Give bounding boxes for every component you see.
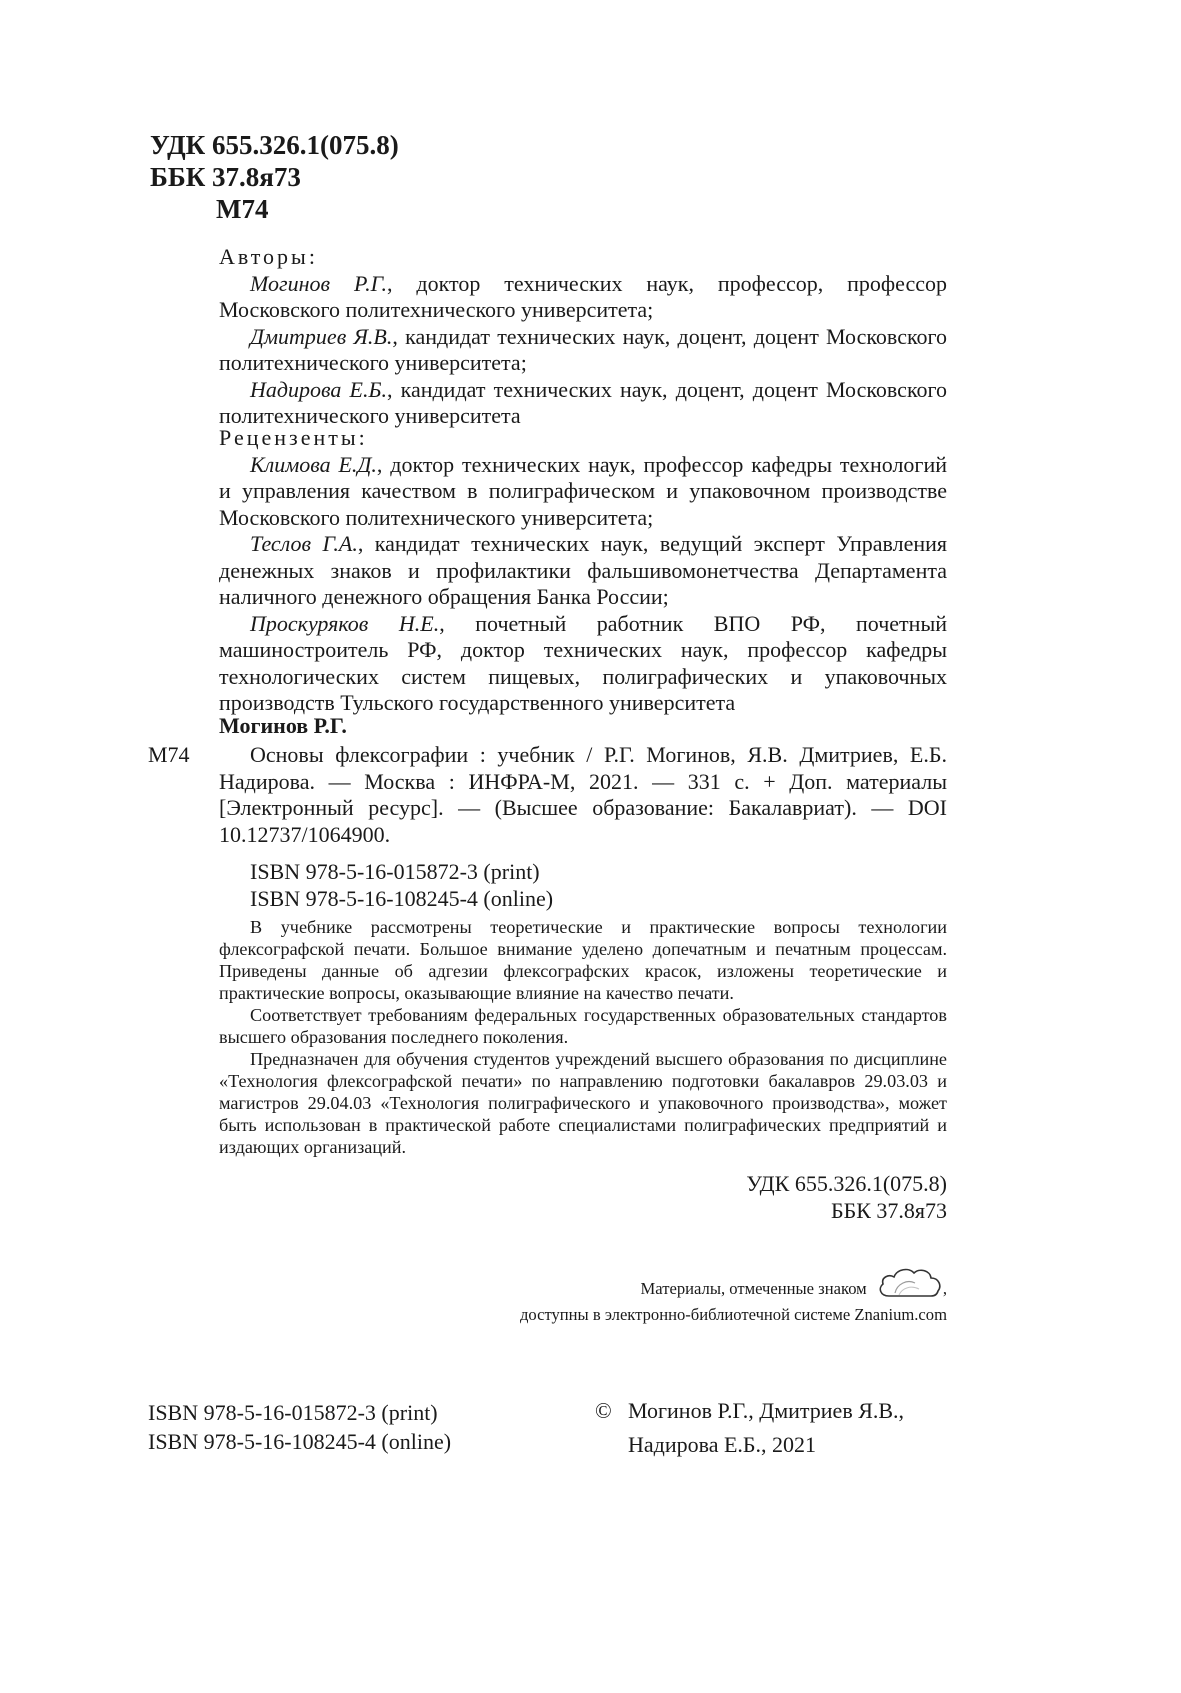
copyright-block <box>628 1394 904 1462</box>
reviewer-entry <box>219 531 947 611</box>
annotation-paragraph: Предназначен для обучения студентов учреждений высшего образования по дисциплине «Технология флексографской печати» по направлению подготовки бакалавров 29.03.03 и магистров 29.04.03 «Технология полиграфического и упаковочного производства», может быть использован в практической работе специалистами полиграфических предприятий и издающих организаций. <box>219 1049 947 1157</box>
main-author: Могинов Р.Г. <box>219 713 347 738</box>
znanium-note-text: Материалы, отмеченные знаком <box>640 1279 867 1298</box>
isbn-print: ISBN 978-5-16-015872-3 (print) <box>250 859 540 884</box>
author-name: Могинов Р.Г. <box>250 270 388 296</box>
footer-isbn <box>148 1398 451 1456</box>
isbn-online: ISBN 978-5-16-108245-4 (online) <box>250 886 554 911</box>
udk-code: УДК 655.326.1(075.8) <box>150 130 399 160</box>
reviewer-entry <box>219 611 947 717</box>
znanium-note-line2: доступны в электронно-библиотечной системе Znanium.com <box>519 1305 947 1324</box>
bib-description: Основы флексографии : учебник / Р.Г. Могинов, Я.В. Дмитриев, Е.Б. Надирова. — Москва : ИНФРА-М, 2021. — 331 с. + Доп. материалы [Электронный ресурс]. — (Высшее образование: Бакалавриат). — DOI 10.12737/1064900. <box>219 742 947 847</box>
reviewer-details: , доктор технических наук, профессор кафедры технологий и управления качеством в полиграфическом и упаковочном производстве Московского политехнического университета; <box>219 451 947 530</box>
author-mark: М74 <box>216 194 269 224</box>
author-details: , доктор технических наук, профессор, профессор Московского политехнического университета; <box>219 270 947 322</box>
copyright-line2: Надирова Е.Б., 2021 <box>628 1432 817 1457</box>
reviewer-details: , почетный работник ВПО РФ, почетный машиностроитель РФ, доктор технических наук, профессор кафедры технологических систем пищевых, полиграфических и упаковочных производств Тульского государственного университета <box>219 610 947 715</box>
bib-mark: М74 <box>148 742 190 767</box>
authors-title: Авторы: <box>219 244 318 269</box>
reviewer-details: , кандидат технических наук, ведущий эксперт Управления денежных знаков и профилактики фальшивомонетчества Департамента наличного денежного обращения Банка России; <box>219 531 948 609</box>
reviewer-name: Климова Е.Д. <box>250 451 377 477</box>
author-entry <box>219 377 947 430</box>
footer-isbn-online: ISBN 978-5-16-108245-4 (online) <box>148 1429 452 1454</box>
annotation-paragraph: В учебнике рассмотрены теоретические и практические вопросы технологии флексографской печати. Большое внимание уделено допечатным и печатным процессам. Приведены данные об адгезии флексографских красок, изложены теоретические и практические вопросы, оказывающие влияние на качество печати. <box>219 917 947 1003</box>
author-details: , кандидат технических наук, доцент, доцент Московского политехнического университета <box>219 376 947 428</box>
footer-isbn-print: ISBN 978-5-16-015872-3 (print) <box>148 1400 438 1425</box>
reviewer-name: Теслов Г.А. <box>250 531 358 556</box>
copyright-line1: Могинов Р.Г., Дмитриев Я.В., <box>628 1398 905 1423</box>
reviewers-section <box>219 425 947 717</box>
udk-code-right: УДК 655.326.1(075.8) <box>746 1171 947 1196</box>
cloud-icon <box>877 1266 943 1300</box>
author-name: Надирова Е.Б. <box>250 376 387 402</box>
authors-section <box>219 244 947 430</box>
reviewer-name: Проскуряков Н.Е. <box>250 610 440 636</box>
isbn-block <box>250 858 553 912</box>
reviewers-title: Рецензенты: <box>219 425 368 450</box>
znanium-note-comma: , <box>942 1279 947 1298</box>
bbk-code-right: ББК 37.8я73 <box>830 1198 947 1223</box>
znanium-note-line1 <box>420 1266 947 1302</box>
author-name: Дмитриев Я.В. <box>250 323 393 349</box>
author-entry <box>219 324 947 377</box>
author-details: , кандидат технических наук, доцент, доцент Московского политехнического университета; <box>219 323 948 375</box>
bbk-code: ББК 37.8я73 <box>150 162 301 192</box>
codes-right <box>600 1170 947 1224</box>
annotation-paragraph: Соответствует требованиям федеральных государственных образовательных стандартов высшего образования последнего поколения. <box>219 1005 947 1047</box>
reviewer-entry <box>219 452 947 532</box>
copyright-symbol: © <box>595 1398 612 1423</box>
author-entry <box>219 271 947 324</box>
annotation <box>219 916 947 1158</box>
znanium-note <box>420 1266 947 1328</box>
